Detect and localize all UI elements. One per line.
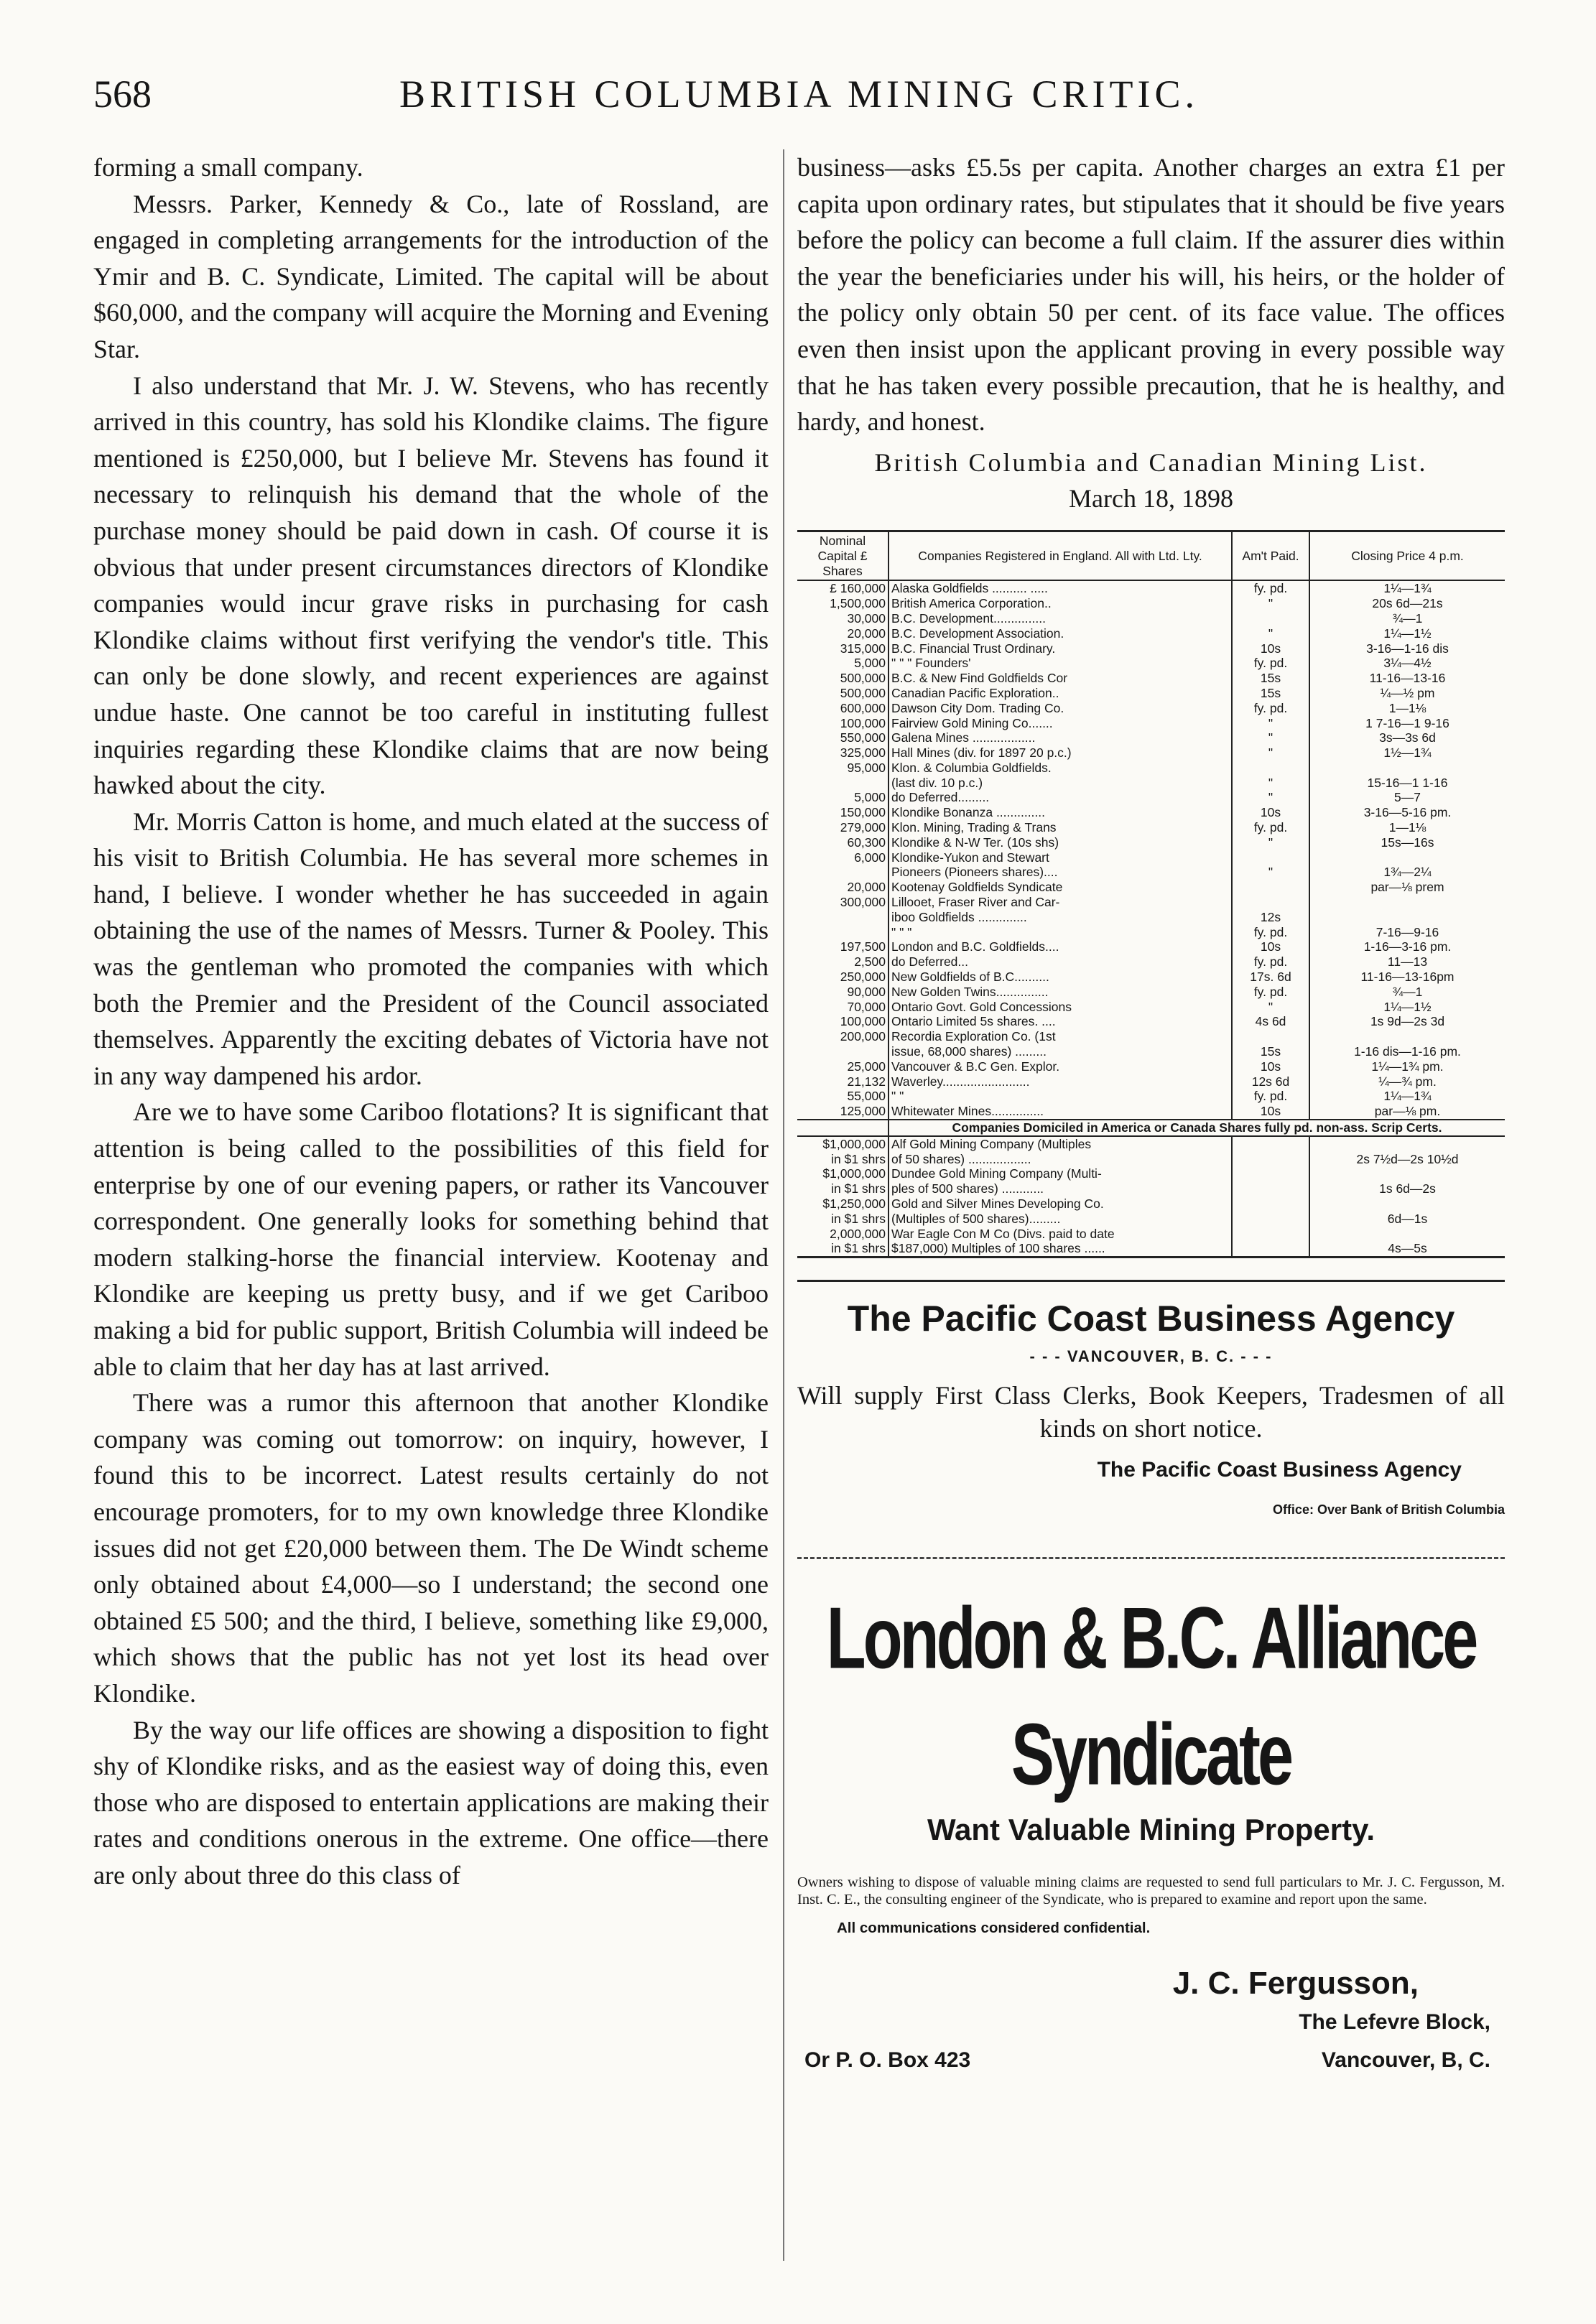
company-cell: do Deferred... bbox=[889, 954, 1232, 970]
capital-cell: 600,000 bbox=[797, 701, 889, 716]
table-row bbox=[797, 1136, 1505, 1152]
company-cell: B.C. Financial Trust Ordinary. bbox=[889, 641, 1232, 656]
price-cell: 5—7 bbox=[1394, 790, 1421, 805]
company-cell: Lillooet, Fraser River and Car- bbox=[889, 895, 1232, 910]
price-cell: 2s 7½d—2s 10½d bbox=[1356, 1151, 1459, 1166]
company-cell: War Eagle Con M Co (Divs. paid to date bbox=[889, 1227, 1232, 1242]
pacific-agency-advert bbox=[797, 1280, 1505, 1528]
capital-cell: 200,000 bbox=[797, 1029, 889, 1044]
table-row bbox=[797, 954, 1505, 970]
paid-cell: 4s 6d bbox=[1232, 1014, 1309, 1029]
advert-po-box: Or P. O. Box 423 bbox=[804, 2048, 971, 2072]
price-cell: ¼—¾ pm. bbox=[1378, 1074, 1437, 1089]
advert-title: London & B.C. Alliance Syndicate bbox=[826, 1590, 1476, 1804]
company-cell: Ontario Limited 5s shares. .... bbox=[889, 1014, 1232, 1029]
company-cell: Dundee Gold Mining Company (Multi- bbox=[889, 1166, 1232, 1181]
table-subheading-section bbox=[797, 1120, 1505, 1136]
capital-cell: 70,000 bbox=[797, 1000, 889, 1015]
capital-cell: 95,000 bbox=[797, 761, 889, 776]
advert-body: Owners wishing to dispose of valuable mining claims are requested to send full particulars to Mr. J. C. Fergusson, M. Inst. C. E., the consulting engineer of the Syndicate, who is prepared to examine and report upon the same. bbox=[797, 1874, 1505, 1908]
company-cell: Pioneers (Pioneers shares).... bbox=[889, 865, 1232, 880]
advert-city: Vancouver, B, C. bbox=[1321, 2048, 1490, 2072]
capital-cell: 30,000 bbox=[797, 611, 889, 626]
price-cell bbox=[1309, 1196, 1505, 1212]
table-row bbox=[797, 671, 1505, 686]
share-price-table bbox=[797, 530, 1505, 1258]
table-row bbox=[797, 596, 1505, 611]
paid-cell: " bbox=[1232, 596, 1309, 611]
capital-cell: 300,000 bbox=[797, 895, 889, 910]
paid-cell: 17s. 6d bbox=[1232, 970, 1309, 985]
paid-cell bbox=[1232, 1241, 1309, 1257]
capital-cell: 100,000 bbox=[797, 1014, 889, 1029]
price-cell: ¾—1 bbox=[1392, 984, 1423, 999]
capital-cell bbox=[797, 776, 889, 791]
capital-cell: 20,000 bbox=[797, 626, 889, 641]
capital-cell bbox=[797, 910, 889, 925]
table-row bbox=[797, 1227, 1505, 1242]
paid-cell bbox=[1232, 1166, 1309, 1181]
table-subheading: Companies Domiciled in America or Canada Shares fully pd. non-ass. Scrip Certs. bbox=[889, 1120, 1505, 1136]
table-row bbox=[797, 1181, 1505, 1196]
paid-cell: 10s bbox=[1232, 805, 1309, 820]
paid-cell bbox=[1232, 1196, 1309, 1212]
left-column bbox=[93, 149, 769, 1894]
page-header bbox=[93, 65, 1505, 129]
price-cell: 1s 6d—2s bbox=[1379, 1181, 1436, 1196]
price-cell: 1—1⅛ bbox=[1388, 700, 1426, 715]
paid-cell bbox=[1232, 1152, 1309, 1167]
advert-body: Will supply First Class Clerks, Book Keepers, Tradesmen of all kinds on short notice. bbox=[797, 1381, 1505, 1444]
price-cell: par—⅛ pm. bbox=[1374, 1104, 1441, 1119]
company-cell: do Deferred......... bbox=[889, 790, 1232, 805]
paid-cell: 10s bbox=[1232, 939, 1309, 954]
table-row bbox=[797, 1029, 1505, 1044]
company-cell: Canadian Pacific Exploration.. bbox=[889, 686, 1232, 701]
capital-cell: 279,000 bbox=[797, 820, 889, 835]
table-row bbox=[797, 686, 1505, 701]
company-cell: (last div. 10 p.c.) bbox=[889, 776, 1232, 791]
price-cell: 1 7-16—1 9-16 bbox=[1365, 715, 1449, 730]
price-cell: 7-16—9-16 bbox=[1375, 924, 1439, 939]
capital-cell: 315,000 bbox=[797, 641, 889, 656]
price-cell: 6d—1s bbox=[1387, 1211, 1428, 1226]
price-cell: 1¾—2¼ bbox=[1383, 865, 1432, 880]
capital-cell: 100,000 bbox=[797, 716, 889, 731]
price-cell bbox=[1309, 850, 1505, 865]
capital-cell: 2,000,000 bbox=[797, 1227, 889, 1242]
company-cell: B.C. & New Find Goldfields Cor bbox=[889, 671, 1232, 686]
article-paragraph: There was a rumor this afternoon that another Klondike company was coming out tomorrow: on inquiry, however, I found this to be incorrect. Latest results certainly do not encourage promoters, for to my own knowledge three Klondike issues did not get £20,000 between them. The De Windt scheme only obtained about £4,000—so I understand; the second one obtained £5 500; and the third, I believe, something like £9,000, which shows that the public has not yet lost its head over Klondike. bbox=[93, 1388, 769, 1708]
table-row bbox=[797, 790, 1505, 805]
price-cell: 4s—5s bbox=[1388, 1241, 1427, 1256]
company-cell: Fairview Gold Mining Co....... bbox=[889, 716, 1232, 731]
price-cell: 11—13 bbox=[1387, 954, 1428, 970]
page-number: 568 bbox=[93, 73, 152, 116]
table-row bbox=[797, 1241, 1505, 1257]
table-row bbox=[797, 580, 1505, 596]
paid-cell: " bbox=[1232, 776, 1309, 791]
table-row bbox=[797, 985, 1505, 1000]
price-cell bbox=[1309, 1227, 1505, 1242]
table-row bbox=[797, 880, 1505, 895]
advert-contact-name: J. C. Fergusson, bbox=[1172, 1965, 1419, 2001]
capital-cell: $1,000,000 bbox=[797, 1136, 889, 1152]
running-title: BRITISH COLUMBIA MINING CRITIC. bbox=[399, 73, 1200, 116]
table-row bbox=[797, 939, 1505, 954]
company-cell: Kootenay Goldfields Syndicate bbox=[889, 880, 1232, 895]
table-row bbox=[797, 1104, 1505, 1120]
paid-cell bbox=[1232, 880, 1309, 895]
paid-cell: " bbox=[1232, 790, 1309, 805]
paid-cell: fy. pd. bbox=[1232, 701, 1309, 716]
price-cell: 20s 6d—21s bbox=[1372, 596, 1443, 611]
paid-cell: fy. pd. bbox=[1232, 580, 1309, 596]
capital-cell: 197,500 bbox=[797, 939, 889, 954]
paid-cell: 10s bbox=[1232, 641, 1309, 656]
company-cell: Waverley......................... bbox=[889, 1074, 1232, 1089]
paid-cell bbox=[1232, 1136, 1309, 1152]
table-row bbox=[797, 1166, 1505, 1181]
capital-cell: in $1 shrs bbox=[797, 1241, 889, 1257]
price-cell bbox=[1309, 1166, 1505, 1181]
advert-signature: The Pacific Coast Business Agency bbox=[1097, 1458, 1462, 1482]
table-row bbox=[797, 1196, 1505, 1212]
table-row bbox=[797, 895, 1505, 910]
paid-cell: 10s bbox=[1232, 1059, 1309, 1074]
advert-title: The Pacific Coast Business Agency bbox=[847, 1298, 1455, 1339]
capital-cell: in $1 shrs bbox=[797, 1152, 889, 1167]
capital-cell: 90,000 bbox=[797, 985, 889, 1000]
table-row bbox=[797, 716, 1505, 731]
table-row bbox=[797, 1089, 1505, 1104]
paid-cell bbox=[1232, 1181, 1309, 1196]
price-cell: ¼—½ pm bbox=[1380, 685, 1435, 700]
company-cell: Klon. Mining, Trading & Trans bbox=[889, 820, 1232, 835]
table-row bbox=[797, 1000, 1505, 1015]
company-cell: Klondike Bonanza .............. bbox=[889, 805, 1232, 820]
company-cell: New Goldfields of B.C.......... bbox=[889, 970, 1232, 985]
company-cell: (Multiples of 500 shares)......... bbox=[889, 1212, 1232, 1227]
table-row bbox=[797, 835, 1505, 850]
company-cell: Recordia Exploration Co. (1st bbox=[889, 1029, 1232, 1044]
company-cell: B.C. Development............... bbox=[889, 611, 1232, 626]
price-cell: 1¼—1¾ bbox=[1383, 581, 1432, 596]
price-cell: 1¼—1¾ bbox=[1383, 1089, 1432, 1104]
paid-cell: fy. pd. bbox=[1232, 820, 1309, 835]
capital-cell: 550,000 bbox=[797, 730, 889, 745]
price-cell: 3-16—5-16 pm. bbox=[1363, 805, 1452, 820]
table-row bbox=[797, 656, 1505, 671]
london-syndicate-advert bbox=[797, 1559, 1505, 2079]
article-paragraph: Are we to have some Cariboo flotations? It is significant that attention is being called to the possibilities of this field for enterprise by one of our evening papers, or rather its Vancouver correspondent. One generally looks for something behind that modern stalking-horse the financial interview. Kootenay and Klondike are keeping us pretty busy, and if we get Cariboo making a bid for public support, British Columbia will indeed be able to claim that her day has at last arrived. bbox=[93, 1097, 769, 1381]
company-cell: Alf Gold Mining Company (Multiples bbox=[889, 1136, 1232, 1152]
capital-cell: 21,132 bbox=[797, 1074, 889, 1089]
price-cell: 1½—1¾ bbox=[1383, 745, 1432, 761]
price-cell bbox=[1309, 1029, 1505, 1044]
capital-cell: 125,000 bbox=[797, 1104, 889, 1120]
paid-cell bbox=[1232, 895, 1309, 910]
capital-cell: 60,300 bbox=[797, 835, 889, 850]
paid-cell: 12s bbox=[1232, 910, 1309, 925]
company-cell: London and B.C. Goldfields.... bbox=[889, 939, 1232, 954]
company-cell: " " " bbox=[889, 925, 1232, 940]
capital-cell: 25,000 bbox=[797, 1059, 889, 1074]
table-row bbox=[797, 730, 1505, 745]
company-cell: issue, 68,000 shares) ......... bbox=[889, 1044, 1232, 1059]
capital-cell: 250,000 bbox=[797, 970, 889, 985]
paid-cell bbox=[1232, 761, 1309, 776]
paid-cell: " bbox=[1232, 865, 1309, 880]
paid-cell: 12s 6d bbox=[1232, 1074, 1309, 1089]
article-paragraph: forming a small company. bbox=[93, 153, 363, 182]
company-cell: Alaska Goldfields .......... ..... bbox=[889, 580, 1232, 596]
table-row bbox=[797, 641, 1505, 656]
price-cell: 11-16—13-16 bbox=[1369, 671, 1446, 686]
capital-cell: 5,000 bbox=[797, 656, 889, 671]
paid-cell: " bbox=[1232, 730, 1309, 745]
paid-cell bbox=[1232, 1212, 1309, 1227]
price-cell: 15-16—1 1-16 bbox=[1367, 775, 1448, 790]
paid-cell: " bbox=[1232, 835, 1309, 850]
company-cell: Klondike-Yukon and Stewart bbox=[889, 850, 1232, 865]
company-cell: " " bbox=[889, 1089, 1232, 1104]
capital-cell: 20,000 bbox=[797, 880, 889, 895]
article-paragraph: Mr. Morris Catton is home, and much elated at the success of his visit to British Columbia. He has several more schemes in hand, I believe. I wonder whether he has succeeded in again obtaining the use of the names of Messrs. Turner & Pooley. This was the gentleman who promoted the companies with which both the Premier and the President of the Council associated themselves. Apparently the exciting debates of Victoria have not in any way dampened his ardor. bbox=[93, 807, 769, 1090]
price-cell bbox=[1309, 1136, 1505, 1152]
table-row bbox=[797, 820, 1505, 835]
advert-confidential-note: All communications considered confidential. bbox=[837, 1920, 1151, 1937]
article-continuation: business—asks £5.5s per capita. Another charges an extra £1 per capita upon ordinary rates, but stipulates that it should be five years before the policy can become a full claim. If the assurer dies within the year the beneficiaries under his will, his heirs, or the holder of the policy only obtain 50 per cent. of its face value. The offices even then insist upon the applicant proving in every possible way that he has taken every possible precaution, that he is healthy, and hardy, and honest. bbox=[797, 153, 1505, 437]
article-paragraph: Messrs. Parker, Kennedy & Co., late of Rossland, are engaged in completing arrangements for the introduction of the Ymir and B. C. Syndicate, Limited. The capital will be about $60,000, and the company will acquire the Morning and Evening Star. bbox=[93, 189, 769, 363]
price-cell: 1-16—3-16 pm. bbox=[1363, 939, 1452, 954]
header-capital: Nominal Capital £ Shares bbox=[797, 531, 889, 580]
advert-contact-footer bbox=[797, 2042, 1505, 2079]
table-row bbox=[797, 865, 1505, 880]
price-cell: par—⅛ prem bbox=[1370, 880, 1444, 895]
paid-cell: " bbox=[1232, 626, 1309, 641]
price-cell: 3¼—4½ bbox=[1383, 656, 1432, 671]
company-cell: of 50 shares) .................. bbox=[889, 1152, 1232, 1167]
company-cell: $187,000) Multiples of 100 shares ...... bbox=[889, 1241, 1232, 1257]
price-cell: 15s—16s bbox=[1381, 835, 1434, 850]
company-cell: " " " Founders' bbox=[889, 656, 1232, 671]
capital-cell: 500,000 bbox=[797, 671, 889, 686]
capital-cell: 5,000 bbox=[797, 790, 889, 805]
capital-cell: $1,000,000 bbox=[797, 1166, 889, 1181]
paid-cell: " bbox=[1232, 745, 1309, 761]
company-cell: Whitewater Mines............... bbox=[889, 1104, 1232, 1120]
company-cell: New Golden Twins............... bbox=[889, 985, 1232, 1000]
capital-cell bbox=[797, 1044, 889, 1059]
paid-cell: fy. pd. bbox=[1232, 925, 1309, 940]
table-row bbox=[797, 701, 1505, 716]
company-cell: Vancouver & B.C Gen. Explor. bbox=[889, 1059, 1232, 1074]
price-cell bbox=[1309, 895, 1505, 910]
company-cell: B.C. Development Association. bbox=[889, 626, 1232, 641]
header-price: Closing Price 4 p.m. bbox=[1309, 531, 1505, 580]
paid-cell bbox=[1232, 850, 1309, 865]
company-cell: Gold and Silver Mines Developing Co. bbox=[889, 1196, 1232, 1212]
advert-subtitle: Want Valuable Mining Property. bbox=[927, 1812, 1375, 1846]
table-row bbox=[797, 776, 1505, 791]
paid-cell bbox=[1232, 611, 1309, 626]
company-cell: British America Corporation.. bbox=[889, 596, 1232, 611]
capital-cell: 55,000 bbox=[797, 1089, 889, 1104]
paid-cell: 15s bbox=[1232, 686, 1309, 701]
advert-contact-address: The Lefevre Block, bbox=[1299, 2010, 1490, 2035]
mining-list-title: British Columbia and Canadian Mining List. bbox=[874, 447, 1428, 477]
table-row bbox=[797, 1044, 1505, 1059]
paid-cell: fy. pd. bbox=[1232, 985, 1309, 1000]
table-row bbox=[797, 1014, 1505, 1029]
price-cell bbox=[1309, 910, 1505, 925]
table-row bbox=[797, 925, 1505, 940]
paid-cell: 15s bbox=[1232, 671, 1309, 686]
company-cell: Ontario Govt. Gold Concessions bbox=[889, 1000, 1232, 1015]
price-cell: ¾—1 bbox=[1392, 610, 1423, 626]
table-body-america bbox=[797, 1136, 1505, 1258]
capital-cell: 150,000 bbox=[797, 805, 889, 820]
right-column bbox=[797, 149, 1505, 2079]
table-row bbox=[797, 850, 1505, 865]
header-paid: Am't Paid. bbox=[1232, 531, 1309, 580]
price-cell: 1¼—1¾ pm. bbox=[1371, 1059, 1444, 1074]
paid-cell bbox=[1232, 1227, 1309, 1242]
paid-cell: fy. pd. bbox=[1232, 656, 1309, 671]
capital-cell: 6,000 bbox=[797, 850, 889, 865]
paid-cell bbox=[1232, 1029, 1309, 1044]
capital-cell bbox=[797, 925, 889, 940]
price-cell: 1¼—1½ bbox=[1383, 626, 1432, 641]
paid-cell: 10s bbox=[1232, 1104, 1309, 1120]
price-cell: 3-16—1-16 dis bbox=[1366, 641, 1449, 656]
table-body-england bbox=[797, 580, 1505, 1120]
capital-cell: £ 160,000 bbox=[797, 580, 889, 596]
advert-location: - - - VANCOUVER, B. C. - - - bbox=[1029, 1347, 1273, 1365]
capital-cell: 1,500,000 bbox=[797, 596, 889, 611]
capital-cell: 325,000 bbox=[797, 745, 889, 761]
company-cell: Hall Mines (div. for 1897 20 p.c.) bbox=[889, 745, 1232, 761]
company-cell: Dawson City Dom. Trading Co. bbox=[889, 701, 1232, 716]
paid-cell: 15s bbox=[1232, 1044, 1309, 1059]
price-cell: 1¼—1½ bbox=[1383, 999, 1432, 1014]
capital-cell: $1,250,000 bbox=[797, 1196, 889, 1212]
table-row bbox=[797, 1059, 1505, 1074]
paid-cell: fy. pd. bbox=[1232, 954, 1309, 970]
table-row bbox=[797, 761, 1505, 776]
paid-cell: fy. pd. bbox=[1232, 1089, 1309, 1104]
price-cell: 3s—3s 6d bbox=[1379, 730, 1436, 745]
capital-cell: in $1 shrs bbox=[797, 1181, 889, 1196]
table-row bbox=[797, 626, 1505, 641]
table-row bbox=[797, 611, 1505, 626]
capital-cell: in $1 shrs bbox=[797, 1212, 889, 1227]
company-cell: Klon. & Columbia Goldfields. bbox=[889, 761, 1232, 776]
price-cell bbox=[1309, 761, 1505, 776]
table-row bbox=[797, 805, 1505, 820]
company-cell: Galena Mines .................. bbox=[889, 730, 1232, 745]
table-row bbox=[797, 970, 1505, 985]
price-cell: 1s 9d—2s 3d bbox=[1370, 1014, 1445, 1029]
table-row bbox=[797, 1074, 1505, 1089]
paid-cell: " bbox=[1232, 716, 1309, 731]
article-paragraph: By the way our life offices are showing a disposition to fight shy of Klondike risks, and as the easiest way of doing this, even those who are disposed to entertain applications are making their rates and conditions onerous in the extreme. One office—there are only about three do this class of bbox=[93, 1715, 769, 1890]
table-row bbox=[797, 745, 1505, 761]
table-row bbox=[797, 1152, 1505, 1167]
price-cell: 11-16—13-16pm bbox=[1360, 970, 1455, 985]
mining-list-date: March 18, 1898 bbox=[1069, 484, 1233, 513]
capital-cell: 2,500 bbox=[797, 954, 889, 970]
price-cell: 1—1⅛ bbox=[1388, 820, 1426, 835]
price-cell: 1-16 dis—1-16 pm. bbox=[1354, 1044, 1461, 1059]
company-cell: Klondike & N-W Ter. (10s shs) bbox=[889, 835, 1232, 850]
header-company: Companies Registered in England. All with Ltd. Lty. bbox=[889, 531, 1232, 580]
paid-cell: " bbox=[1232, 1000, 1309, 1015]
column-divider bbox=[783, 149, 784, 2261]
capital-cell bbox=[797, 865, 889, 880]
capital-cell: 500,000 bbox=[797, 686, 889, 701]
company-cell: ples of 500 shares) ............ bbox=[889, 1181, 1232, 1196]
company-cell: iboo Goldfields .............. bbox=[889, 910, 1232, 925]
article-paragraph: I also understand that Mr. J. W. Stevens, who has recently arrived in this country, has sold his Klondike claims. The figure mentioned is £250,000, but I believe Mr. Stevens has found it necessary to relinquish his demand that the whole of the purchase money should be paid down in cash. Of course it is obvious that under present circumstances directors of Klondike companies would incur grave risks in purchasing for cash Klondike claims without first verifying the vendor's title. This can only be done slowly, and recent experiences are against undue haste. One cannot be too careful in instituting fullest inquiries regarding these Klondike claims that are now being hawked about the city. bbox=[93, 371, 769, 800]
table-row bbox=[797, 1212, 1505, 1227]
table-row bbox=[797, 910, 1505, 925]
advert-office: Office: Over Bank of British Columbia bbox=[1272, 1502, 1505, 1517]
